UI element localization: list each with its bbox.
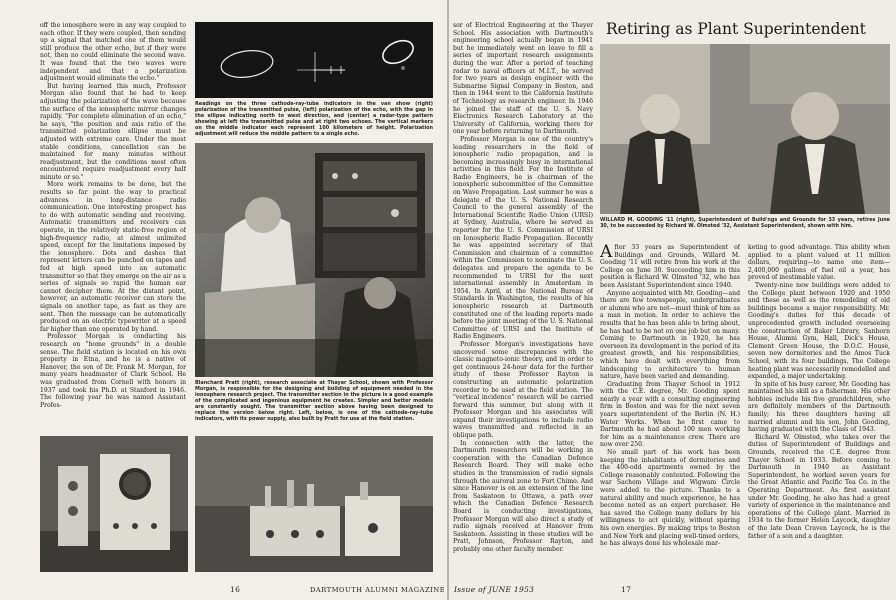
right-photo-caption: WILLARD M. GOODING '11 (right), Superintendent of Build'ngs and Grounds for 33 years, retires June 30, to be succeeded by Richard W. Olmsted '32, Assistant Superintendent, shown with him. [600, 217, 890, 229]
left-folio-magazine-title: DARTMOUTH ALUMNI MAGAZINE [310, 586, 446, 594]
middle-column-text [453, 22, 593, 574]
left-page [0, 0, 447, 600]
cathode-ray-indicators-photo [195, 22, 433, 98]
left-folio-page-number: 16 [230, 585, 241, 594]
article-headline: Retiring as Plant Superintendent [606, 20, 866, 38]
right-page [449, 0, 896, 600]
paragraph: Richard W. Olmsted, who takes over the duties of Superintendent of Buildings and Grounds, received the C.E. degree from Thayer School in 1933. Before coming to Dartmouth in 1940 as Assistant Superintendent, he worked seven years for the Great Atlantic and Pacific Tea Co. in the Operating Department. As first assistant under Mr. Gooding, he also has had a great variety of experience in the maintenance and operations of the College plant. Married in 1934 to the former Helen Laycock, daughter of the late Dean Craven Laycock, he is the father of a son and a daughter. [748, 433, 890, 540]
paragraph: Professor Morgan is conducting his research on "home grounds" in a double sense. The field station is located on his own property in Etna, and he is a native of Hanover, the son of Dr. Frank M. Morgan, for many years headmaster of Clark School. He was graduated from Cornell with honors in 1937 and took his Ph.D. at Stanford in 1946. The following year he was named Assistant Profes- [40, 333, 186, 409]
right-folio-page-number: 17 [621, 585, 632, 594]
article-column-one [600, 244, 740, 574]
drop-cap-letter: A [600, 244, 613, 262]
paragraph: Professor Morgan's investigations have uncovered some discrepancies with the classic magneto-ionic theory, and in order to get continuous 24-hour data for the further study of these Professor Rayton is constructing an automatic polarization recorder to be used at the field station. The "vertical incidence" research will be carried forward this summer, but along with it Professor Morgan and his associates will expand their investigations to include radio waves transmitted and reflected in an oblique path. [453, 340, 593, 440]
two-men-portrait-image [600, 44, 890, 214]
transmitter-section-photo [195, 436, 433, 572]
pratt-and-morgan-photo [195, 143, 433, 377]
laboratory-scene-image [195, 143, 433, 377]
paragraph [600, 244, 740, 290]
paragraph: No small part of his work has been keeping the inhabitants of dormitories and the 400-odd apartments owned by the College reasonably contented. Following the war Sachem Village and Wigwam Circle were added to the picture. Thanks to a natural ability and much experience, he has become noted as an expert purchaser. He has saved the College many dollars by his willingness to act quickly, without sparing his own energies. By making trips to Boston and New York and placing well-timed orders, he has always done his wholesale mar- [600, 449, 740, 548]
indicator-with-power-supply-image [40, 436, 188, 572]
left-page-column-text [40, 22, 186, 434]
top-photo-caption: Readings on the three cathode-ray-tube indicators in the van show (right) polarization of the transmitted pulse, (left) polarization of the echo, with the gap in the ellipse indicating north to west direction, and (center) a radar-type pattern showing at left the transmitted pulse and at right two echoes. The vertical markers on the middle indicator each represent 100 kilometers of height. Polarization adjustment will reduce the middle pattern to a single echo. [195, 101, 433, 137]
middle-photo-caption: Blanchard Pratt (right), research associate at Thayer School, shown with Professor Morgan, is responsible for the designing and building of equipment needed in the ionosphere research project. The transmitter section in the picture is a good example of the complicated and ingenious equipment he creates. Simpler and better models are constantly sought. The transmitter section above having been designed to replace the version below right. Left, below, is one of the cathode-ray-tube indicators, with its power supply, also built by Pratt for use at the field station. [195, 380, 433, 422]
oscilloscope-readings-image [195, 22, 433, 98]
article-column-two [748, 244, 890, 574]
paragraph: Twenty-nine new buildings were added to the College plant between 1920 and 1950 and these as well as the remodeling of old buildings became a major responsibility. Mr. Gooding's duties for this decade of unprecedented growth included overseeing the construction of Baker Library, Sanborn House, Alumni Gym, Hall, Dick's House, Clement Green House, the D.O.C. House, seven new dormitories and the Amos Tuck School, with its four buildings. The College heating plant was necessarily remodelled and expanded, a major undertaking. [748, 281, 890, 381]
paragraph: sor of Electrical Engineering at the Thayer School. His association with Dartmouth's engineering school actually began in 1941 but he immediately went on leave to fill a series of important research assignments during the war. After a period of teaching radar to naval officers at M.I.T., he served for two years as design engineer with the Submarine Signal Company in Boston, and then in 1944 went to the California Institute of Technology as research engineer. In 1946 he joined the staff of the U. S. Navy Electronics Research Laboratory at the University of California, working there for one year before returning to Dartmouth. [453, 22, 593, 136]
paragraph: In connection with the latter, the Dartmouth researchers will be working in cooperation with the Canadian Defence Research Board. They will make echo studies in the transmission of radio signals through the auroral zone to Fort Chimo. And since Hanover is on an extension of the line from Saskatoon to Ottawa, a path over which the Canadian Defence Research Board is conducting investigations, Professor Morgan will also direct a study of radio signals received at Hanover from Saskatoon. Assisting in these studies will be Pratt, Johnson, Professor Rayton, and probably one other faculty member. [453, 439, 593, 553]
cathode-ray-tube-indicator-photo [40, 436, 188, 572]
paragraph: keting to good advantage. This ability when applied to a plant valued at 11 million dollars, requiring—to name one item—2,400,000 gallons of fuel oil a year, has proved of inestimable value. [748, 244, 890, 282]
paragraph: In spite of his busy career, Mr. Gooding has maintained his skill as a fisherman. His other hobbies include his five grandchildren, who are definitely members of the Dartmouth family; his three daughters having all married alumni and his son, John Gooding, having graduated with the Class of 1943. [748, 380, 890, 434]
paragraph: off the ionosphere were in any way coupled to each other. If they were coupled, then sending up a signal that matched one of them would still produce the other echo, but if they were not, then no could eliminate the second wave. It was found that the two waves were independent and that a polarization adjustment would eliminate the echo." [40, 22, 186, 83]
paragraph: Anyone acquainted with Mr. Gooding—and there are few townspeople, undergraduates or alumni who are not—must think of him as a man in motion. In order to achieve the results that he has been able to bring about, he has had to be not on one job but on many. Coming to Dartmouth in 1920, he has overseen its development in the period of its greatest growth, and his responsibilities, which have dealt with everything from landscaping to architecture to human nature, have been varied and demanding. [600, 289, 740, 381]
paragraph: Graduating from Thayer School in 1912 with the C.E. degree, Mr. Gooding spent nearly a year with a consulting engineering firm in Boston and was for the next seven years superintendent of the Berlin (N. H.) Water Works. When he first came to Dartmouth he had about 100 men working for him as a maintenance crew. There are now over 250. [600, 380, 740, 449]
paragraph: More work remains to be done, but the results so far point the way to practical advances in long-distance radio communication. One interesting prospect has to do with automatic sending and receiving. Automatic transmitters and receivers can operate, in the relatively static-free region of high-frequency radio, at almost unlimited speed, except for the limitations imposed by the ionosphere. Dots and dashes that represent letters can be punched on tapes and fed at high speed into an automatic transmitter so that they emerge on the air as a series of signals so rapid the human ear cannot decipher them. At the distant point, however, an automatic receiver can store the signals on another tape, as fast as they are sent. Then the message can be automatically produced on an electric typewriter at a speed far higher than one operated by hand. [40, 181, 186, 333]
right-folio-issue-date: Issue of JUNE 1953 [454, 585, 535, 594]
gooding-and-olmsted-photo [600, 44, 890, 214]
paragraph: But having learned this much, Professor Morgan also found that he had to keep adjusting the polarization of the wave because the surface of the ionospheric mirror changes rapidly. "For complete elimination of an echo," he says, "the position and axis ratio of the transmitted polarization ellipse must be adjusted with extreme care. Under the most stable conditions, cancellation can be maintained for many minutes without readjustment, but the conditions most often encountered require readjustment every half minute or so." [40, 82, 186, 181]
paragraph: Professor Morgan is one of the country's leading researchers in the field of ionospheric radio propagation, and is becoming increasingly busy in international activities in this field. For the Institute of Radio Engineers, he is chairman of the ionospheric subcommittee of the Committee on Wave Propagation. Last summer he was a delegate of the U. S. National Research Council to the general assembly of the International Scientific Radio Union (URSI) at Sydney, Australia, where he served as reporter for the U. S. Commission of URSI on Ionospheric Radio Propagation. Recently he was appointed secretary of that Commission and chairman of a committee within the Commission to nominate the U. S. delegates and prepare the agenda to be recommended to URSI for the next international assembly in Amsterdam in 1954. In April, at the National Bureau of Standards in Washington, the results of his ionospheric research at Dartmouth constituted one of the leading reports made before the joint meeting of the U. S. National Committee of URSI and the Institute of Radio Engineers. [453, 135, 593, 341]
transmitter-equipment-image [195, 436, 433, 572]
paragraph-text: fter 33 years as Superintendent of Buildings and Grounds, Willard M. Gooding '11 will retire from his work at the College on June 30. Succeeding him in this position is Richard W. Olmsted '32, who has been Assistant Superintendent since 1940. [600, 244, 740, 289]
